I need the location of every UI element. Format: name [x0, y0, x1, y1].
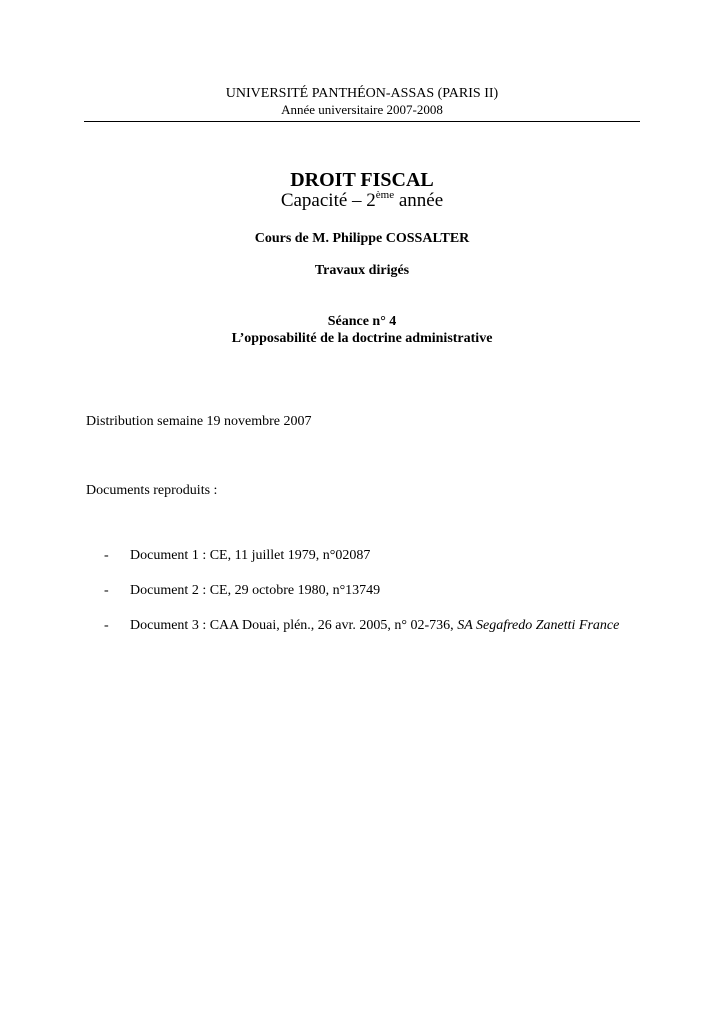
subtitle-suffix: année: [394, 190, 444, 211]
university-name: UNIVERSITÉ PANTHÉON-ASSAS (PARIS II): [225, 86, 499, 101]
document-text: Document 2 : CE, 29 octobre 1980, n°13749: [130, 583, 381, 598]
document-reference: [130, 547, 640, 564]
document-reference: [130, 582, 640, 599]
course-type: Travaux dirigés: [314, 263, 410, 278]
header-divider: [84, 121, 640, 122]
subtitle-superscript: ème: [375, 189, 395, 201]
main-title: DROIT FISCAL: [290, 169, 434, 191]
session-number: Séance n° 4: [327, 314, 397, 329]
documents-label: Documents reproduits :: [86, 483, 218, 498]
document-text: Document 3 : CAA Douai, plén., 26 avr. 2005, n° 02-736,: [130, 618, 458, 633]
list-dash: -: [104, 618, 109, 633]
document-reference: [130, 617, 640, 634]
list-dash: -: [104, 548, 109, 563]
list-dash: -: [104, 583, 109, 598]
document-text: Document 1 : CE, 11 juillet 1979, n°02087: [130, 548, 371, 563]
list-item: [86, 547, 640, 564]
document-party: SA Segafredo Zanetti France: [457, 618, 620, 633]
documents-list: [86, 547, 640, 652]
distribution-date: Distribution semaine 19 novembre 2007: [86, 414, 312, 429]
list-item: [86, 617, 640, 634]
academic-year: Année universitaire 2007-2008: [281, 102, 443, 117]
session-topic: L’opposabilité de la doctrine administrative: [231, 331, 493, 346]
subtitle-prefix: Capacité – 2: [280, 190, 376, 211]
document-header: [84, 86, 640, 117]
subtitle: [84, 190, 640, 212]
list-item: [86, 582, 640, 599]
course-teacher: Cours de M. Philippe COSSALTER: [254, 231, 470, 246]
